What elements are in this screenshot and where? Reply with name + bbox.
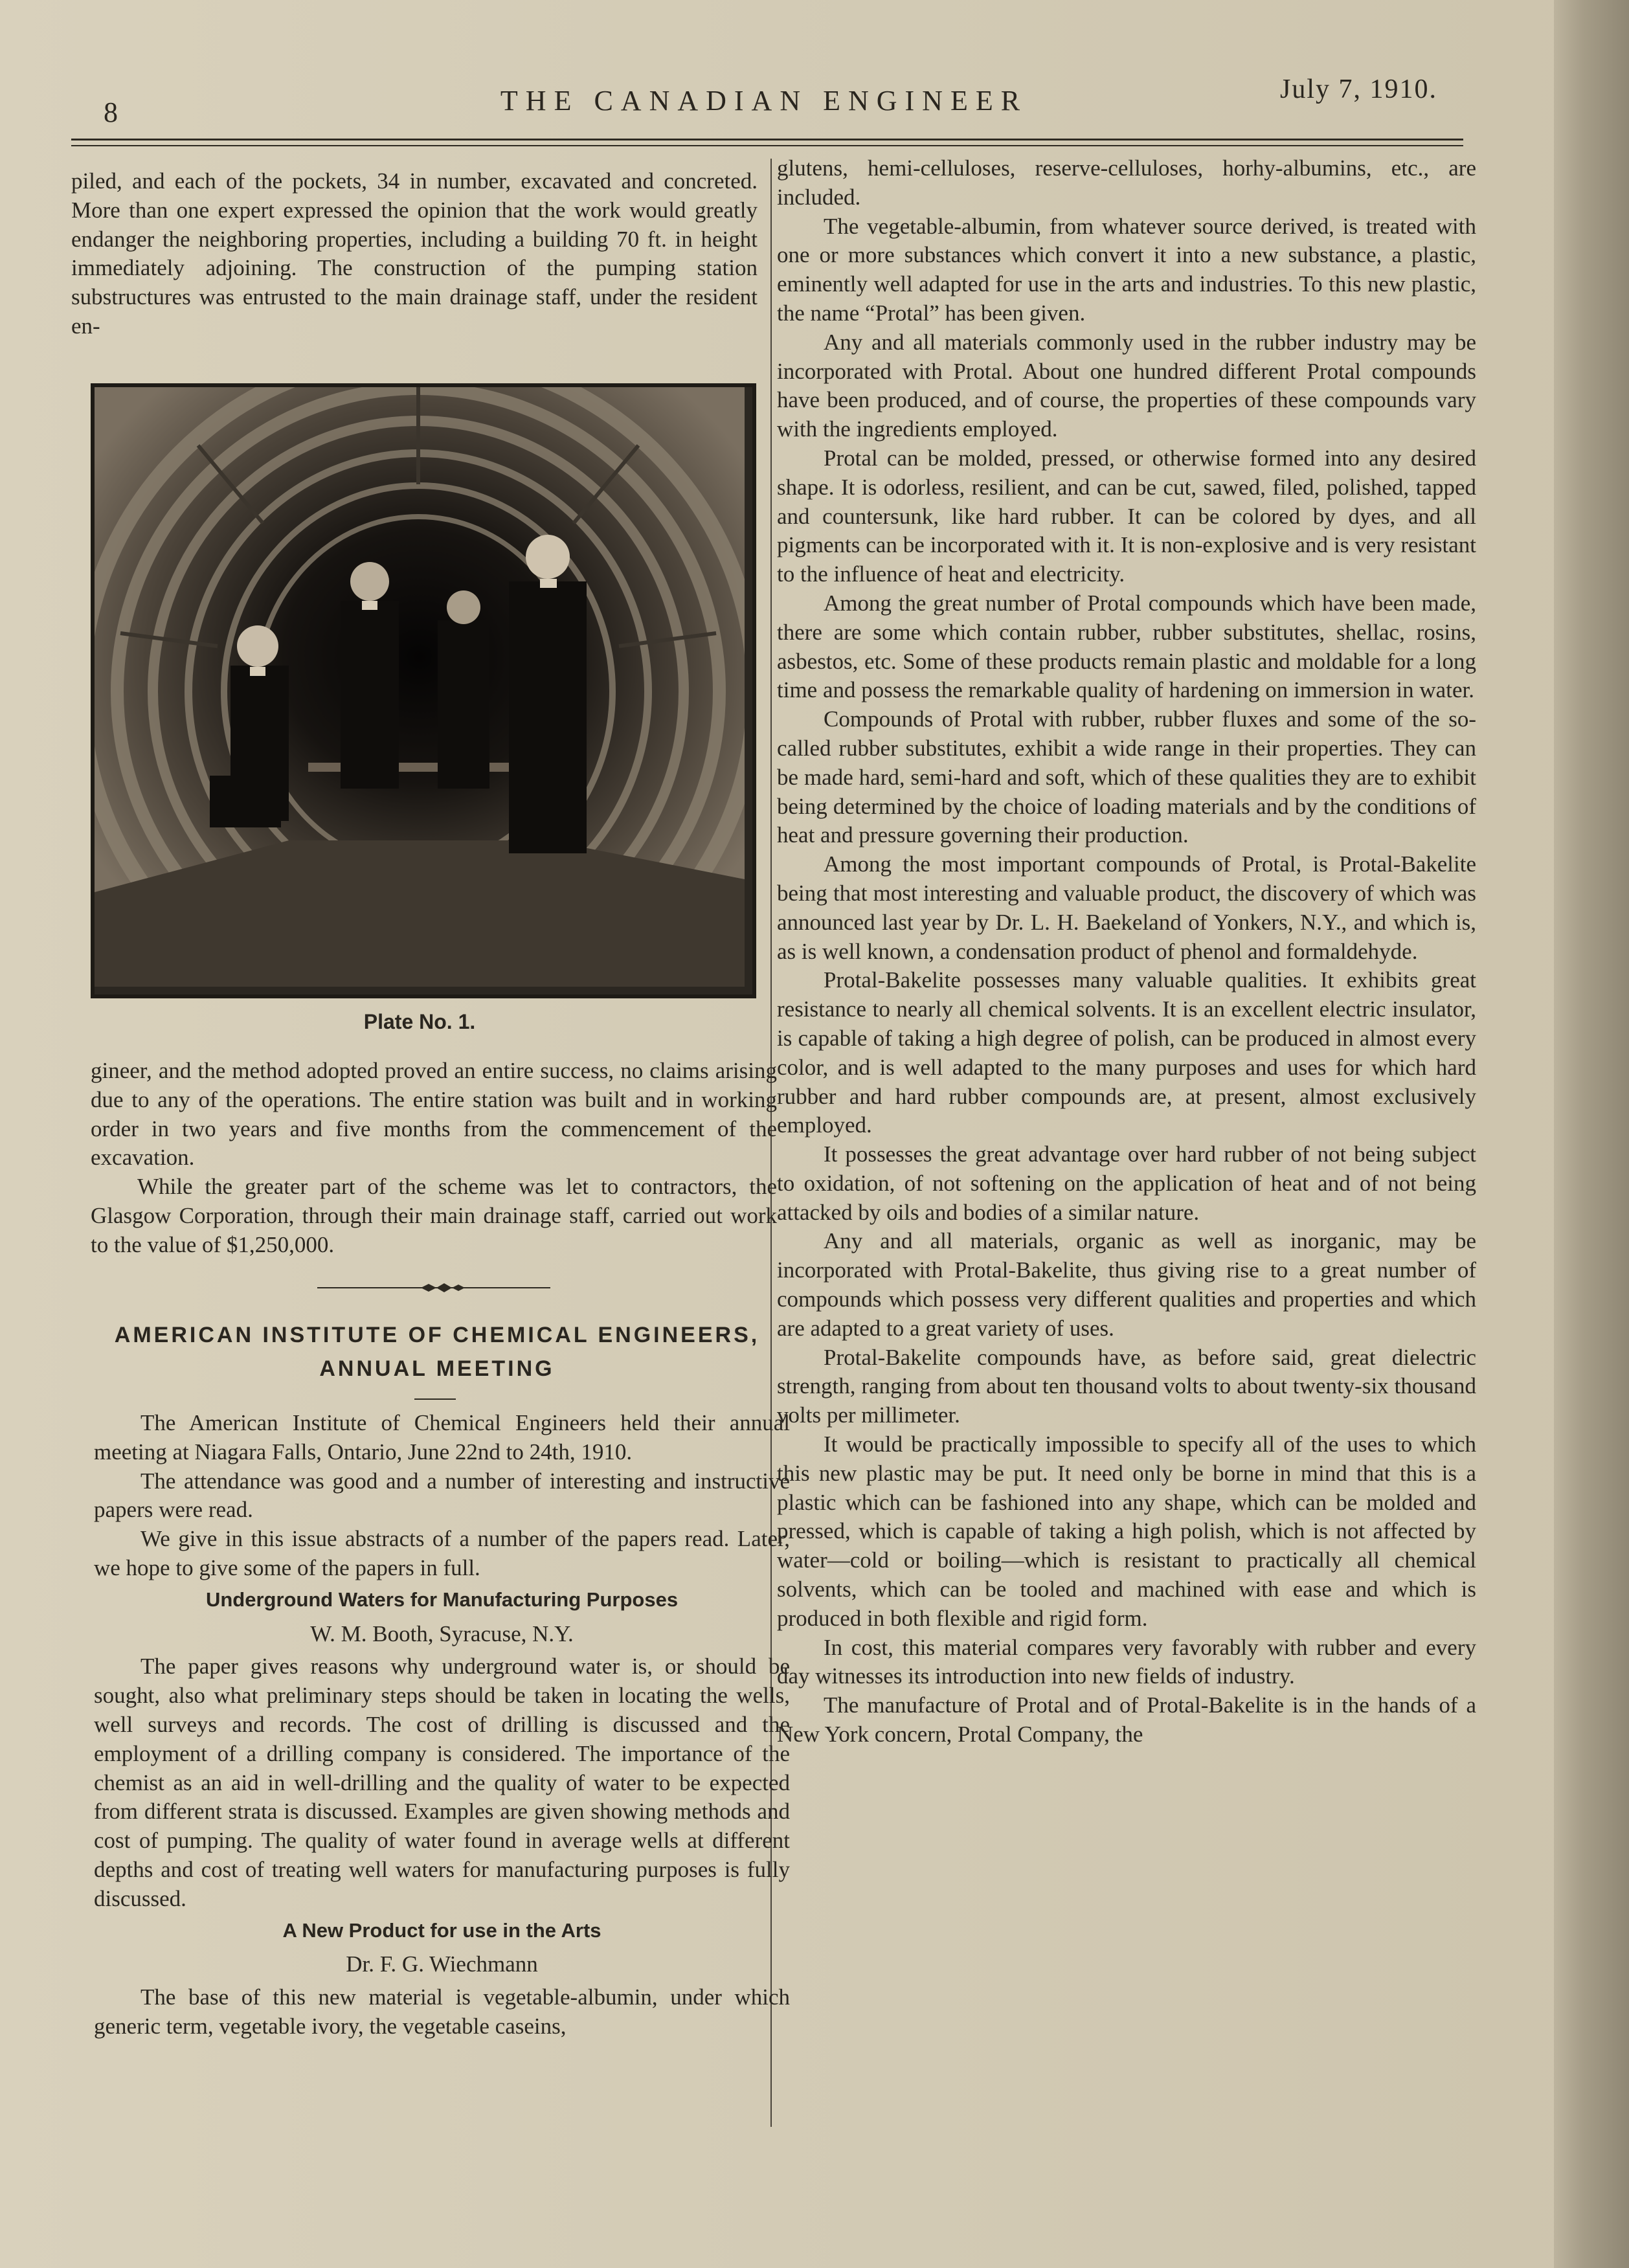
paragraph: In cost, this material compares very favorably with rubber and every day witnesses its introduction into new fields of industry.: [777, 1634, 1476, 1689]
paragraph: Compounds of Protal with rubber, rubber fluxes and some of the so-called rubber substitutes, exhibit a wide range in their properties. They can be made hard, semi-hard and soft, which of these qualities they are to exhibit being determined by the choice of loading materials and by the conditions of heat and pressure governing their production.: [777, 706, 1476, 848]
journal-title: THE CANADIAN ENGINEER: [500, 85, 1028, 117]
paper-author: Dr. F. G. Wiechmann: [346, 1951, 538, 1977]
paragraph: It possesses the great advantage over hard rubber of not being subject to oxidation, of not softening on the application of heat and of not being attacked by oils and bodies of a similar nature.: [777, 1141, 1476, 1225]
paper-author: W. M. Booth, Syracuse, N.Y.: [310, 1621, 574, 1646]
paragraph: Any and all materials commonly used in the rubber industry may be incorporated with Protal. About one hundred different Protal compounds have been produced, and of course, the properties of these compounds vary with the ingredients employed.: [777, 329, 1476, 442]
paragraph: Among the great number of Protal compounds which have been made, there are some which contain rubber, rubber substitutes, shellac, rosins, asbestos, etc. Some of these products remain plastic and moldable for a long time and possess the remarkable quality of hardening on immersion in water.: [777, 590, 1476, 703]
paragraph: glutens, hemi-celluloses, reserve-celluloses, horhy-albumins, etc., are included.: [777, 155, 1476, 210]
tunnel-photo-illustration: [95, 387, 745, 987]
paragraph: piled, and each of the pockets, 34 in number, excavated and concreted. More than one expert expressed the opinion that the work would greatly endanger the neighboring properties, including a building 70 ft. in height immediately adjoining. The construction of the pumping station substructures was entrusted to the main drainage staff, under the resident en-: [71, 168, 758, 339]
left-column-bottom: [94, 1409, 790, 2041]
issue-date: July 7, 1910.: [1279, 74, 1437, 104]
section-divider-ornament: [317, 1282, 550, 1294]
paragraph: The vegetable-albumin, from whatever source derived, is treated with one or more substances which convert it into a new substance, a plastic, eminently well adapted for use in the arts and industries. To this new plastic, the name “Protal” has been given.: [777, 213, 1476, 326]
section-heading: [91, 1318, 783, 1386]
left-column-top: [71, 167, 758, 341]
plate-caption: Plate No. 1.: [363, 1010, 476, 1033]
left-column-middle: [91, 1057, 777, 1260]
paragraph: The base of this new material is vegetable-albumin, under which generic term, vegetable ivory, the vegetable caseins,: [94, 1984, 790, 2039]
page-edge-shadow: [1554, 0, 1629, 2268]
paragraph: The attendance was good and a number of interesting and instructive papers were read.: [94, 1468, 790, 1523]
page-header: [65, 70, 1463, 141]
plate-photograph: [91, 383, 756, 998]
paragraph: While the greater part of the scheme was let to contractors, the Glasgow Corporation, through their main drainage staff, carried out work to the value of $1,250,000.: [91, 1174, 777, 1257]
paragraph: Protal can be molded, pressed, or otherwise formed into any desired shape. It is odorless, resilient, and can be cut, sawed, filed, polished, tapped and countersunk, like hard rubber. It can be colored by dyes, and all pigments can be incorporated with it. It is non-explosive and is very resistant to the influence of heat and electricity.: [777, 445, 1476, 587]
paragraph: Among the most important compounds of Protal, is Protal-Bakelite being that most interesting and valuable product, the discovery of which was announced last year by Dr. L. H. Baekeland of Yonkers, N.Y., and which is, as is well known, a condensation product of phenol and formaldehyde.: [777, 851, 1476, 964]
paragraph: Any and all materials, organic as well as inorganic, may be incorporated with Protal-Bakelite, thus giving rise to a great number of compounds which possess very different qualities and properties and which are adapted to a great variety of uses.: [777, 1228, 1476, 1341]
paragraph: Protal-Bakelite possesses many valuable qualities. It exhibits great resistance to nearly all chemical solvents. It is an excellent electric insulator, is capable of taking a high degree of polish, can be produced in almost every color, and is well adapted to the many purposes and uses for which hard rubber and hard rubber compounds are, at present, almost exclusively employed.: [777, 967, 1476, 1138]
paragraph: The American Institute of Chemical Engineers held their annual meeting at Niagara Falls, Ontario, June 22nd to 24th, 1910.: [94, 1410, 790, 1465]
header-rule-bottom: [71, 145, 1463, 146]
paragraph: We give in this issue abstracts of a number of the papers read. Later, we hope to give some of the papers in full.: [94, 1526, 790, 1580]
paragraph: The manufacture of Protal and of Protal-Bakelite is in the hands of a New York concern, Protal Company, the: [777, 1692, 1476, 1747]
header-rule-top: [71, 139, 1463, 140]
paragraph: The paper gives reasons why underground water is, or should be sought, also what preliminary steps should be taken in locating the wells, well surveys and records. The cost of drilling is discussed and the employment of a drilling company is considered. The importance of the chemist as an aid in well-drilling and the quality of water to be expected from different strata is discussed. Examples are given showing methods and cost of pumping. The quality of water found in average wells at different depths and cost of treating well waters for manufacturing purposes is fully discussed.: [94, 1654, 790, 1911]
section-heading-line-2: ANNUAL MEETING: [319, 1356, 555, 1381]
page-number: 8: [104, 96, 118, 128]
paper-title: Underground Waters for Manufacturing Purposes: [205, 1588, 679, 1611]
heading-underline: [414, 1398, 456, 1400]
paper-title: A New Product for use in the Arts: [282, 1918, 601, 1942]
paragraph: Protal-Bakelite compounds have, as before said, great dielectric strength, ranging from about ten thousand volts to about twenty-six thousand volts per millimeter.: [777, 1344, 1476, 1428]
paragraph: gineer, and the method adopted proved an entire success, no claims arising due to any of the operations. The entire station was built and in working order in two years and five months from the commencement of the excavation.: [91, 1058, 777, 1171]
section-heading-line-1: AMERICAN INSTITUTE OF CHEMICAL ENGINEERS,: [114, 1323, 760, 1347]
right-column: [777, 154, 1476, 1749]
paragraph: It would be practically impossible to specify all of the uses to which this new plastic may be put. It need only be borne in mind that this is a plastic which can be fashioned into any shape, which can be molded and pressed, which is capable of taking a high polish, which is not affected by water—cold or boiling—which is resistant to practically all chemical solvents, which can be tooled and machined with ease and which is produced in both flexible and rigid form.: [777, 1432, 1476, 1631]
